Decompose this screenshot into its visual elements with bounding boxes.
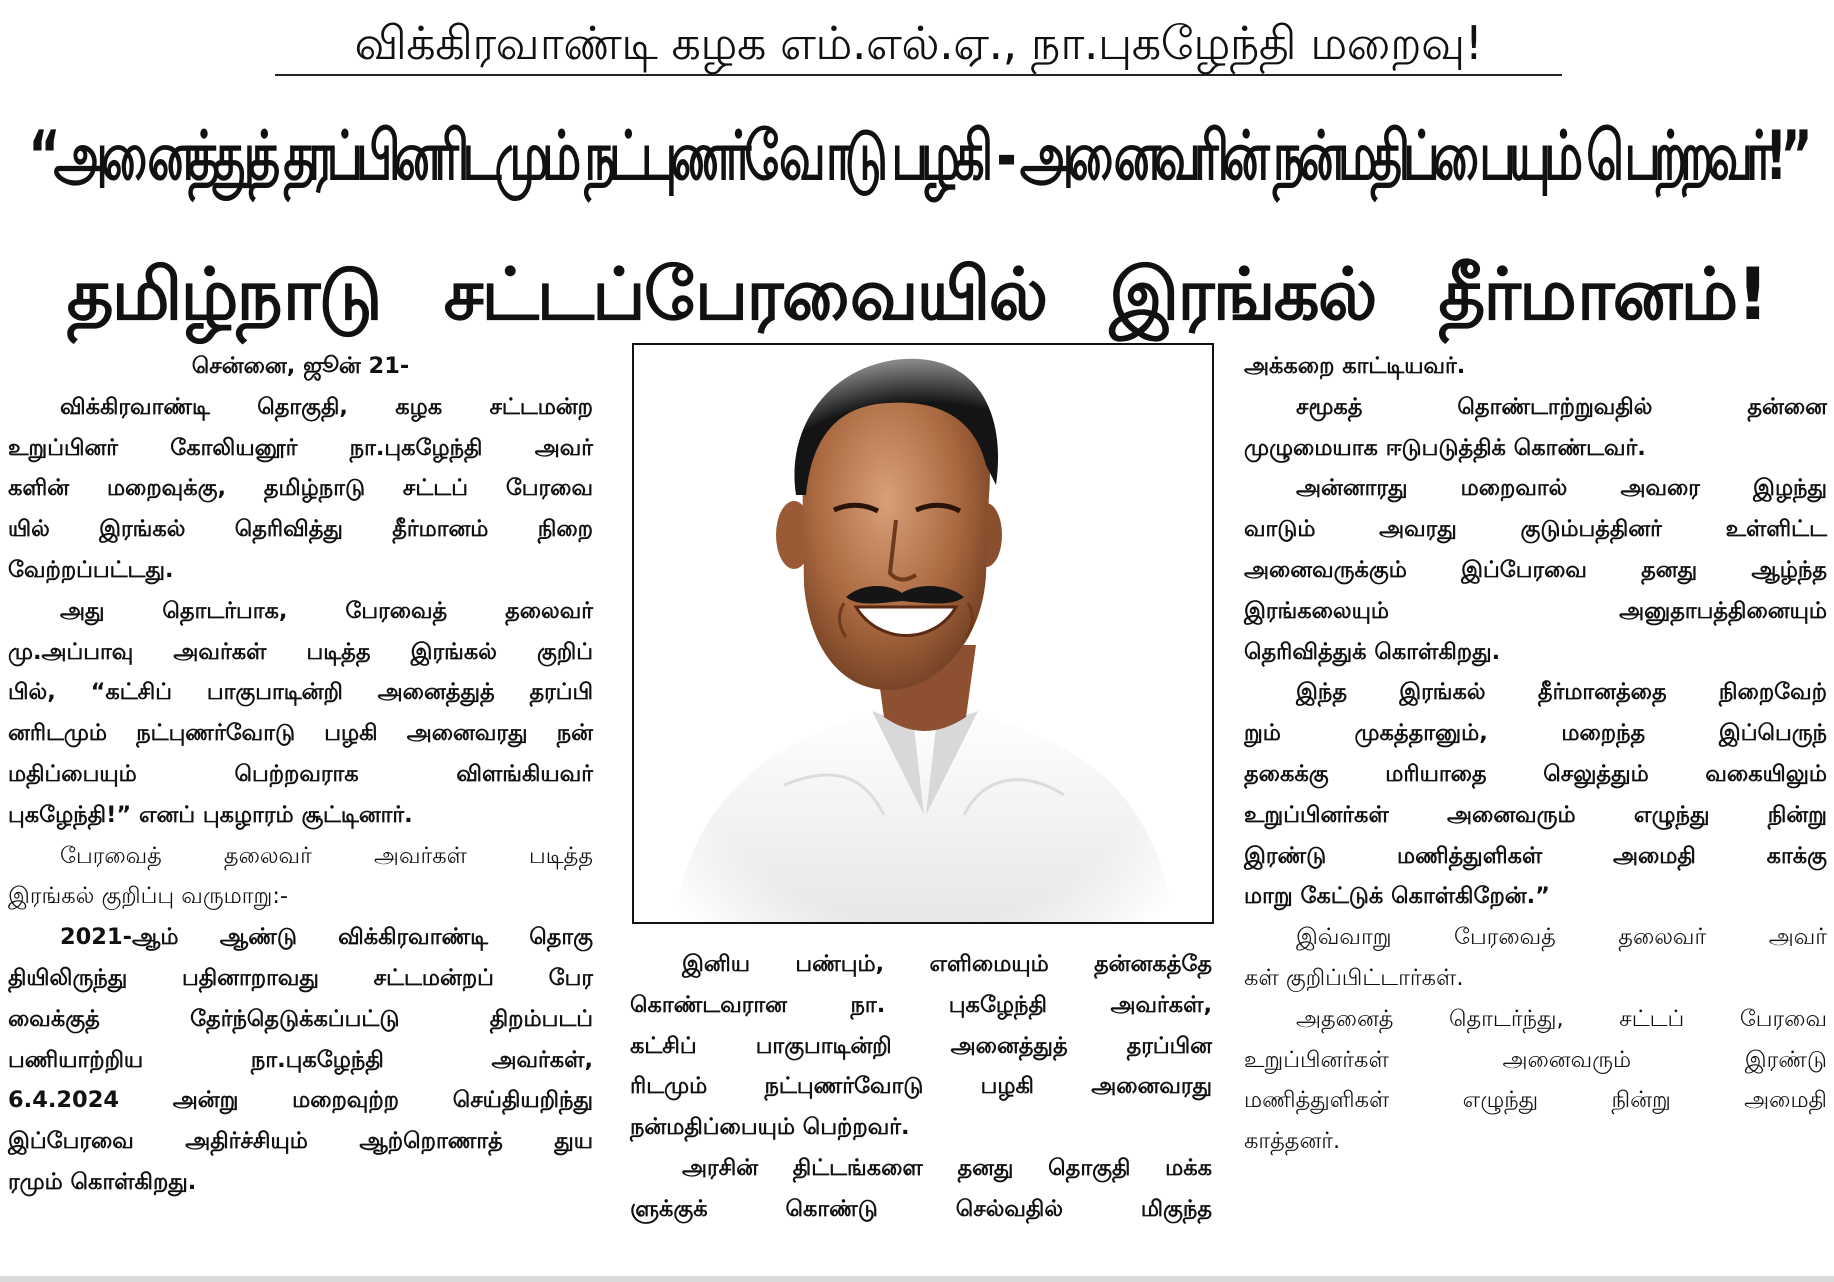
article-line: வேற்றப்பட்டது. [8,556,174,583]
article-line: பணியாற்றிய நா.புகழேந்தி அவர்கள், [8,1046,593,1073]
subheadline: தமிழ்நாடு சட்டப்பேரவையில் இரங்கல் தீர்மானம்! [66,252,1768,336]
portrait-photo [632,343,1214,924]
article-line: கொண்டவரான நா. புகழேந்தி அவர்கள், [630,991,1212,1018]
article-line: அனைவருக்கும் இப்பேரவை தனது ஆழ்ந்த [1244,556,1827,583]
article-line: றும் முகத்தானும், மறைந்த இப்பெருந் [1244,720,1827,747]
dateline: சென்னை, ஜூன் 21- [191,353,410,379]
article-line: இவ்வாறு பேரவைத் தலைவர் அவர் [1296,924,1827,951]
article-line: னரிடமும் நட்புணர்வோடு பழகி அனைவரது நன் [8,720,593,747]
article-column-2 [630,944,1212,1230]
article-line: ரிடமும் நட்புணர்வோடு பழகி அனைவரது [630,1073,1212,1100]
article-line: அக்கறை காட்டியவர். [1244,353,1466,379]
article-line: காத்தனர். [1244,1128,1341,1155]
article-line: தகைக்கு மரியாதை செலுத்தும் வகையிலும் [1244,760,1827,787]
article-line: மு.அப்பாவு அவர்கள் படித்த இரங்கல் குறிப் [8,638,593,665]
article-line: 2021-ஆம் ஆண்டு விக்கிரவாண்டி தொகு [60,924,593,951]
main-headline: “அனைத்துத் தரப்பினரிடமும் நட்புணர்வோடு பழகி - அனைவரின் நன்மதிப்பையும் பெற்றவர்!” [28,116,1806,196]
article-line: இந்த இரங்கல் தீர்மானத்தை நிறைவேற் [1296,679,1827,706]
article-line: அரசின் திட்டங்களை தனது தொகுதி மக்க [682,1154,1212,1181]
article-line: உறுப்பினர்கள் அனைவரும் எழுந்து நின்று [1244,801,1827,828]
article-line: மதிப்பையும் பெற்றவராக விளங்கியவர் [8,760,593,787]
article-line: அது தொடர்பாக, பேரவைத் தலைவர் [60,597,593,624]
article-line: இரங்கல் குறிப்பு வருமாறு:- [8,883,289,910]
article-line: உறுப்பினர்கள் அனைவரும் இரண்டு [1244,1046,1827,1073]
article-line: அதனைத் தொடர்ந்து, சட்டப் பேரவை [1296,1005,1827,1032]
article-line: இனிய பண்பும், எளிமையும் தன்னகத்தே [682,951,1212,977]
article-column-3 [1244,346,1827,1162]
article-line: மணித்துளிகள் எழுந்து நின்று அமைதி [1244,1087,1827,1114]
article-line: கள் குறிப்பிட்டார்கள். [1244,964,1464,991]
portrait-smiling-man-photo-icon [634,345,1212,922]
article-line: தெரிவித்துக் கொள்கிறது. [1244,638,1501,665]
article-line: வைக்குத் தேர்ந்தெடுக்கப்பட்டு திறம்படப் [8,1005,593,1032]
article-line: பில், “கட்சிப் பாகுபாடின்றி அனைத்துத் தரப்பி [8,679,593,706]
article-line: சமூகத் தொண்டாற்றுவதில் தன்னை [1296,393,1827,420]
article-line: ளுக்குக் கொண்டு செல்வதில் மிகுந்த [630,1195,1212,1222]
article-line: இரண்டு மணித்துளிகள் அமைதி காக்கு [1244,842,1827,869]
article-line: இப்பேரவை அதிர்ச்சியும் ஆற்றொணாத் துய [8,1128,593,1155]
article-line: களின் மறைவுக்கு, தமிழ்நாடு சட்டப் பேரவை [8,475,593,502]
article-column-1 [8,346,593,1203]
article-line: வாடும் அவரது குடும்பத்தினர் உள்ளிட்ட [1244,516,1827,543]
article-line: இரங்கலையும் அனுதாபத்தினையும் [1244,597,1827,624]
article-line: விக்கிரவாண்டி தொகுதி, கழக சட்டமன்ற [60,393,593,420]
article-line: 6.4.2024 அன்று மறைவுற்ற செய்தியறிந்து [8,1087,593,1114]
article-line: மாறு கேட்டுக் கொள்கிறேன்.” [1244,883,1550,910]
article-line: உறுப்பினர் கோலியனூர் நா.புகழேந்தி அவர் [8,434,593,461]
article-line: கட்சிப் பாகுபாடின்றி அனைத்துத் தரப்பின [630,1032,1212,1059]
article-line: புகழேந்தி!” எனப் புகழாரம் சூட்டினார். [8,801,413,828]
article-line: யில் இரங்கல் தெரிவித்து தீர்மானம் நிறை [8,516,593,543]
kicker-headline: விக்கிரவாண்டி கழக எம்.எல்.ஏ., நா.புகழேந்தி மறைவு! [275,12,1562,76]
article-line: அன்னாரது மறைவால் அவரை இழந்து [1296,475,1827,502]
article-line: நன்மதிப்பையும் பெற்றவர். [630,1114,910,1141]
article-line: ரமும் கொள்கிறது. [8,1168,197,1195]
article-line: முழுமையாக ஈடுபடுத்திக் கொண்டவர். [1244,434,1646,461]
bottom-rule [0,1276,1834,1282]
article-line: தியிலிருந்து பதினாறாவது சட்டமன்றப் பேர [8,964,593,991]
article-line: பேரவைத் தலைவர் அவர்கள் படித்த [60,842,593,869]
